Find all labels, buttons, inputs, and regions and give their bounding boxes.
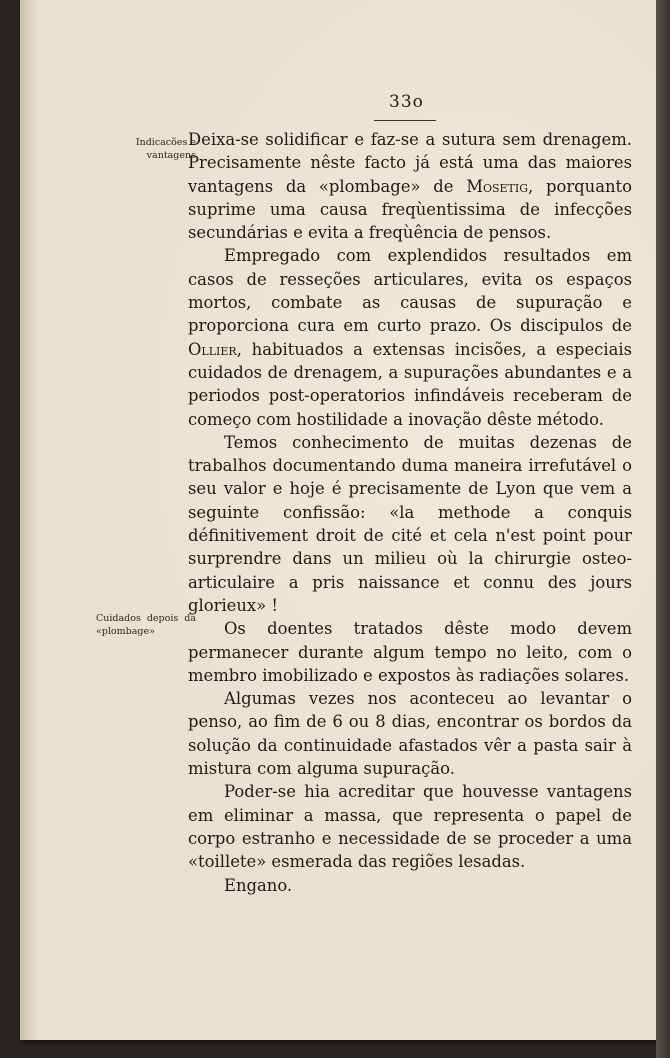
paragraph xyxy=(188,128,632,244)
text-run: Engano. xyxy=(224,875,293,895)
text-run: Temos conhecimento de muitas dezenas de trabalhos documentando duma maneira irrefutável o seu valor e hoje é precisamente de Lyon que vem a seguinte confissão: «la methode a conquis définitivement droit de cité et cela n'est point pour surprendre dans un milieu où la chirurgie osteo-articulaire a pris naissance et connu des jours glorieux» ! xyxy=(188,432,632,615)
paragraph xyxy=(188,780,632,873)
paragraph xyxy=(188,244,632,430)
author-name-mosetig: Mosetig xyxy=(466,176,529,196)
text-run: Empregado com explendidos resultados em casos de resseções articulares, evita os espaços mortos, combate as causas de supuração e proporciona cura em curto prazo. Os discipulos de xyxy=(188,246,632,336)
page-number: 33o xyxy=(389,92,424,112)
text-run: , porquanto suprime uma causa freqùentissima de infecções secundárias e evita a freqùência de pensos. xyxy=(188,176,633,243)
text-run: , habituados a extensas incisões, a especiais cuidados de drenagem, a supurações abundantes e a periodos post-operatorios infindáveis receberam de começo com hostilidade a inovação dêste método. xyxy=(188,339,632,429)
text-run: Poder-se hia acreditar que houvesse vantagens em eliminar a massa, que representa o papel de corpo estranho e necessidade de se proceder a uma «toillete» esmerada das regiões lesadas. xyxy=(188,782,632,872)
book-edge xyxy=(656,0,670,1058)
text-run: Algumas vezes nos aconteceu ao levantar o penso, ao fim de 6 ou 8 dias, encontrar os bordos da solução da continuidade afastados vêr a pasta sair à mistura com alguma supuração. xyxy=(188,689,632,779)
marginal-note-indications: Indicacões e vantagens xyxy=(135,137,196,161)
paragraph xyxy=(188,687,632,780)
paragraph xyxy=(188,431,632,617)
paragraph xyxy=(188,617,632,687)
paragraph xyxy=(188,874,632,897)
marginal-note-aftercare: Cuidados depois da «plombage» xyxy=(96,613,196,637)
text-run: Os doentes tratados dêste modo devem permanecer durante algum tempo no leito, com o membro imobilizado e expostos às radiações solares. xyxy=(188,619,632,685)
body-text xyxy=(188,128,632,897)
book-page xyxy=(20,0,656,1040)
page-number-rule xyxy=(374,120,436,121)
author-name-ollier: Ollier xyxy=(188,339,237,359)
text-run: Deixa-se solidificar e faz-se a sutura sem drenagem. Precisamente nêste facto já está uma das maiores vantagens da «plombage» de xyxy=(188,130,632,196)
